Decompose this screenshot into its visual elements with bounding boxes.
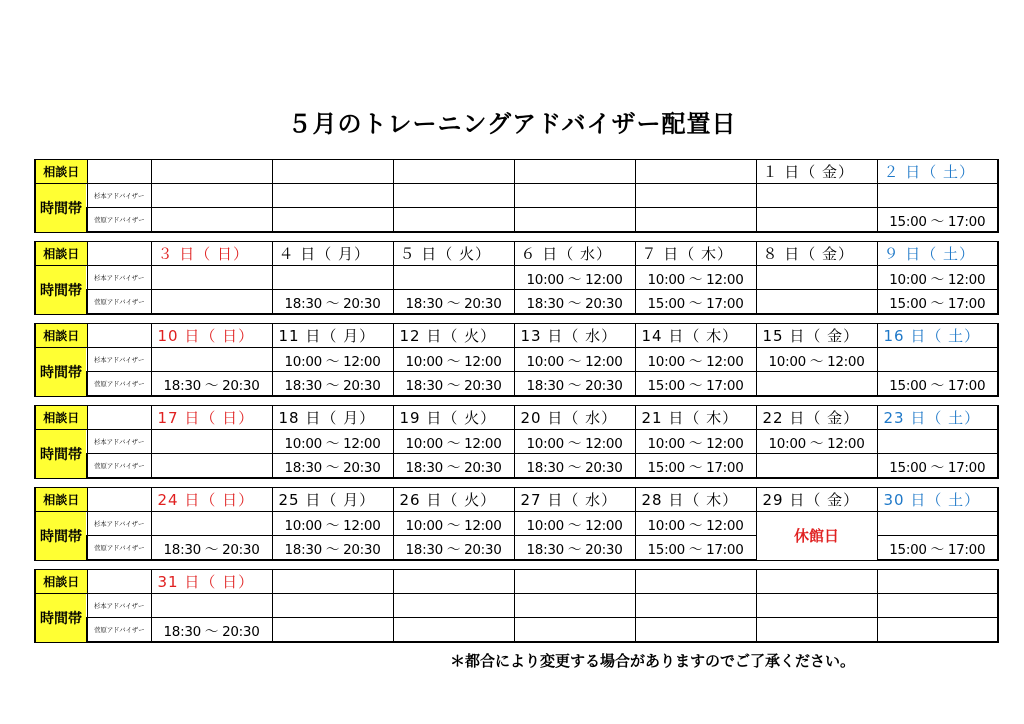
advisor-1-row [35,594,998,618]
time-cell [151,430,272,454]
blank-cell [87,324,151,348]
week-table [34,323,999,397]
time-cell: 18:30 ～ 20:30 [514,536,635,561]
blank-cell [87,406,151,430]
date-row [35,160,998,184]
date-cell: １ 日（ 金） [756,160,877,184]
date-cell [635,160,756,184]
time-cell: 10:00 ～ 12:00 [514,266,635,290]
time-cell: 10:00 ～ 12:00 [756,430,877,454]
time-slot-label: 時間帯 [35,266,87,315]
time-cell [151,184,272,208]
advisor-2-row [35,208,998,233]
time-cell [756,208,877,233]
advisor-1-row [35,184,998,208]
date-cell: 19 日（ 火） [393,406,514,430]
time-cell: 18:30 ～ 20:30 [393,290,514,315]
time-cell [635,208,756,233]
time-cell [272,208,393,233]
time-cell: 10:00 ～ 12:00 [514,512,635,536]
advisor-2-label: 菅原アドバイザー [87,618,151,643]
time-cell [877,594,998,618]
time-cell [393,208,514,233]
date-cell: 28 日（ 木） [635,488,756,512]
advisor-1-label: 杉本アドバイザー [87,266,151,290]
time-cell [514,618,635,643]
time-cell: 18:30 ～ 20:30 [272,372,393,397]
time-cell: 15:00 ～ 17:00 [635,454,756,479]
time-cell: 10:00 ～ 12:00 [272,348,393,372]
time-cell: 10:00 ～ 12:00 [877,266,998,290]
blank-cell [87,242,151,266]
time-cell [877,430,998,454]
date-cell: ５ 日（ 火） [393,242,514,266]
time-slot-label: 時間帯 [35,594,87,643]
date-cell: 14 日（ 木） [635,324,756,348]
time-cell [151,208,272,233]
date-cell: ２ 日（ 土） [877,160,998,184]
time-cell: 10:00 ～ 12:00 [635,266,756,290]
date-cell: 31 日（ 日） [151,570,272,594]
time-cell: 15:00 ～ 17:00 [877,208,998,233]
time-cell: 10:00 ～ 12:00 [272,512,393,536]
blank-cell [87,160,151,184]
time-cell [635,184,756,208]
date-cell [151,160,272,184]
advisor-1-label: 杉本アドバイザー [87,184,151,208]
time-cell: 10:00 ～ 12:00 [272,430,393,454]
week-table [34,159,999,233]
date-cell: ９ 日（ 土） [877,242,998,266]
time-cell [272,266,393,290]
time-cell: 18:30 ～ 20:30 [393,454,514,479]
date-cell: ６ 日（ 水） [514,242,635,266]
advisor-1-label: 杉本アドバイザー [87,512,151,536]
time-slot-label: 時間帯 [35,184,87,233]
time-cell: 10:00 ～ 12:00 [514,430,635,454]
advisor-2-label: 菅原アドバイザー [87,290,151,315]
date-cell: 13 日（ 水） [514,324,635,348]
time-cell: 15:00 ～ 17:00 [877,372,998,397]
time-cell: 18:30 ～ 20:30 [514,372,635,397]
date-cell: ３ 日（ 日） [151,242,272,266]
week-table [34,487,999,561]
time-cell [151,512,272,536]
time-cell [151,266,272,290]
time-cell: 10:00 ～ 12:00 [635,512,756,536]
time-cell [272,594,393,618]
week-table [34,241,999,315]
time-cell [514,208,635,233]
date-cell: 25 日（ 月） [272,488,393,512]
time-cell: 10:00 ～ 12:00 [393,348,514,372]
time-slot-label: 時間帯 [35,512,87,561]
advisor-1-label: 杉本アドバイザー [87,348,151,372]
date-cell: 10 日（ 日） [151,324,272,348]
closed-day-cell: 休館日 [756,512,877,561]
date-cell: 18 日（ 月） [272,406,393,430]
date-cell: 11 日（ 月） [272,324,393,348]
footnote: ＊都合により変更する場合がありますのでご了承ください。 [450,652,856,670]
advisor-2-label: 菅原アドバイザー [87,208,151,233]
time-cell [272,184,393,208]
time-cell [393,184,514,208]
time-cell: 10:00 ～ 12:00 [635,348,756,372]
date-cell: 29 日（ 金） [756,488,877,512]
time-cell [514,594,635,618]
time-cell: 10:00 ～ 12:00 [514,348,635,372]
date-cell: 15 日（ 金） [756,324,877,348]
time-cell [756,266,877,290]
time-cell [151,594,272,618]
date-cell [393,570,514,594]
advisor-2-row [35,290,998,315]
date-cell: 26 日（ 火） [393,488,514,512]
time-cell [877,512,998,536]
date-cell: 30 日（ 土） [877,488,998,512]
time-cell [756,594,877,618]
time-cell: 18:30 ～ 20:30 [151,372,272,397]
date-row [35,242,998,266]
time-cell: 18:30 ～ 20:30 [514,454,635,479]
date-cell [272,160,393,184]
date-cell: 12 日（ 火） [393,324,514,348]
time-cell: 10:00 ～ 12:00 [393,512,514,536]
time-cell: 18:30 ～ 20:30 [272,290,393,315]
time-cell: 15:00 ～ 17:00 [635,372,756,397]
time-cell [877,618,998,643]
consult-day-label: 相談日 [35,324,87,348]
week-table [34,569,999,643]
time-cell [635,618,756,643]
date-cell: ７ 日（ 木） [635,242,756,266]
time-slot-label: 時間帯 [35,348,87,397]
date-cell: 17 日（ 日） [151,406,272,430]
time-cell [151,348,272,372]
time-cell: 15:00 ～ 17:00 [877,290,998,315]
consult-day-label: 相談日 [35,242,87,266]
time-cell [877,348,998,372]
time-cell: 10:00 ～ 12:00 [635,430,756,454]
time-cell [635,594,756,618]
date-cell [514,570,635,594]
time-cell: 18:30 ～ 20:30 [151,618,272,643]
date-cell [635,570,756,594]
advisor-2-row [35,454,998,479]
page-title: ５月のトレーニングアドバイザー配置日 [287,110,737,138]
advisor-2-label: 菅原アドバイザー [87,372,151,397]
time-cell [393,266,514,290]
time-cell [393,594,514,618]
time-cell: 15:00 ～ 17:00 [635,536,756,561]
date-row [35,406,998,430]
advisor-1-row [35,512,998,536]
date-row [35,570,998,594]
date-cell: 23 日（ 土） [877,406,998,430]
date-cell: ４ 日（ 月） [272,242,393,266]
consult-day-label: 相談日 [35,570,87,594]
date-cell: 22 日（ 金） [756,406,877,430]
time-cell: 15:00 ～ 17:00 [635,290,756,315]
advisor-1-row [35,266,998,290]
time-cell [151,454,272,479]
date-row [35,324,998,348]
time-cell [393,618,514,643]
time-cell: 15:00 ～ 17:00 [877,536,998,561]
date-cell: 27 日（ 水） [514,488,635,512]
time-cell: 10:00 ～ 12:00 [393,430,514,454]
week-table [34,405,999,479]
date-cell [272,570,393,594]
time-cell: 18:30 ～ 20:30 [514,290,635,315]
blank-cell [87,570,151,594]
date-cell: ８ 日（ 金） [756,242,877,266]
date-cell: 24 日（ 日） [151,488,272,512]
blank-cell [87,488,151,512]
time-cell [514,184,635,208]
time-cell [756,290,877,315]
consult-day-label: 相談日 [35,488,87,512]
date-cell: 16 日（ 土） [877,324,998,348]
advisor-1-row [35,348,998,372]
date-row [35,488,998,512]
time-cell: 18:30 ～ 20:30 [393,536,514,561]
date-cell [877,570,998,594]
advisor-1-label: 杉本アドバイザー [87,430,151,454]
time-cell [756,184,877,208]
advisor-2-label: 菅原アドバイザー [87,536,151,561]
time-cell [877,184,998,208]
time-cell [151,290,272,315]
time-cell: 18:30 ～ 20:30 [272,454,393,479]
time-cell [756,454,877,479]
time-cell: 18:30 ～ 20:30 [393,372,514,397]
time-cell [272,618,393,643]
time-cell [756,372,877,397]
time-cell: 10:00 ～ 12:00 [756,348,877,372]
date-cell [514,160,635,184]
advisor-2-row [35,618,998,643]
advisor-2-row [35,372,998,397]
time-slot-label: 時間帯 [35,430,87,479]
date-cell: 20 日（ 水） [514,406,635,430]
consult-day-label: 相談日 [35,160,87,184]
date-cell [393,160,514,184]
advisor-1-label: 杉本アドバイザー [87,594,151,618]
date-cell [756,570,877,594]
consult-day-label: 相談日 [35,406,87,430]
time-cell [756,618,877,643]
time-cell: 15:00 ～ 17:00 [877,454,998,479]
advisor-1-row [35,430,998,454]
date-cell: 21 日（ 木） [635,406,756,430]
time-cell: 18:30 ～ 20:30 [151,536,272,561]
advisor-2-label: 菅原アドバイザー [87,454,151,479]
time-cell: 18:30 ～ 20:30 [272,536,393,561]
